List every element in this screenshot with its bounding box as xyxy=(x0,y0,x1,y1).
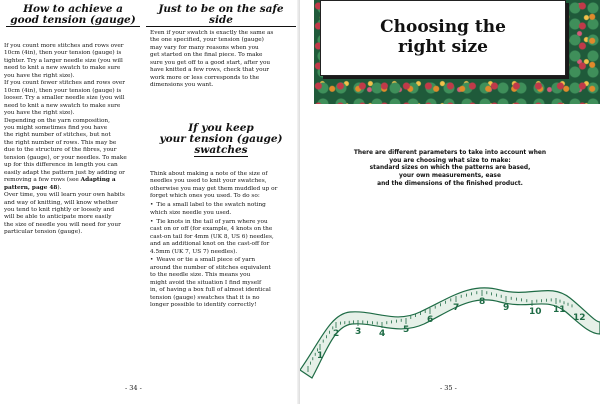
body-line: the one specified, your tension (gauge) xyxy=(150,37,264,44)
bullet-text: tension (gauge) swatches that it is no xyxy=(150,294,260,301)
body-line: Over time, you will learn your own habits xyxy=(4,192,125,199)
body-line: Depending on the yarn composition, xyxy=(4,117,110,124)
bullet-text: cast-on tail for 4mm (UK 8, US 6) needles, xyxy=(150,233,274,240)
body-line: pattern, page 48). xyxy=(4,184,62,191)
body-line xyxy=(150,241,296,248)
section-heading-tension: How to achieve a good tension (gauge) xyxy=(6,4,140,27)
bullet-text: longer possible to identify correctly! xyxy=(150,302,257,309)
bullet-text: might avoid the situation I find myself xyxy=(150,279,262,286)
bullet-text: Weave or tie a small piece of yarn xyxy=(156,257,256,264)
body-line: up for this difference in length you can xyxy=(4,162,118,169)
body-line: If you count more stitches and rows over xyxy=(4,43,124,49)
bullet-text: in, of having a box full of almost identical xyxy=(150,287,271,294)
body-line: need to knit a new swatch to make sure xyxy=(4,102,121,109)
chapter-title: Choosing the right size xyxy=(380,17,506,57)
body-line: the size of needle you will need for your xyxy=(4,221,121,228)
bullet-text: to the needle size. This means you xyxy=(150,272,251,279)
tape-number: 2 xyxy=(333,329,340,339)
body-line: the right number of stitches, but not xyxy=(4,132,111,139)
section-heading-keep-swatches: If you keep your tension (gauge) swatches xyxy=(159,122,283,156)
body-line xyxy=(150,249,296,256)
body-line: due to the structure of the fibres, your xyxy=(4,147,117,154)
body-line: work more or less corresponds to the xyxy=(150,74,260,81)
body-line: tighter. Try a larger needle size (you will xyxy=(4,57,123,64)
body-line: easily adapt the pattern just by adding or xyxy=(4,169,125,176)
section-heading-safe-side: Just to be on the safe side xyxy=(146,4,296,27)
bullet-text: cast on or off (for example, 4 knots on the xyxy=(150,226,273,233)
safe-side-body-text xyxy=(150,30,296,90)
body-line: Think about making a note of the size of xyxy=(150,171,268,177)
tape-number: 8 xyxy=(479,297,486,307)
page-number-left: - 34 - xyxy=(125,384,142,392)
body-line: needles you used to knit your swatches, xyxy=(150,178,267,185)
body-line: removing a few rows (see Adapting a xyxy=(4,177,116,184)
swatches-body-text xyxy=(150,171,296,310)
body-line: have knitted a few rows, check that your xyxy=(150,67,270,74)
body-line: you have the right size). xyxy=(4,72,75,79)
body-line xyxy=(150,234,296,241)
body-line xyxy=(150,226,296,233)
measuring-tape-illustration xyxy=(300,262,600,382)
body-line xyxy=(150,280,296,287)
body-line xyxy=(150,210,296,217)
body-line: 10cm (4in), then your tension (gauge) is xyxy=(4,87,122,94)
tape-number: 11 xyxy=(553,305,566,315)
body-line: looser. Try a smaller needle size (you will xyxy=(4,95,125,102)
body-line: will be able to anticipate more easily xyxy=(4,214,112,221)
bullet-icon: • xyxy=(150,257,154,264)
bullet-text: Tie a small label to the swatch noting xyxy=(156,202,266,209)
tension-body-text xyxy=(4,43,144,237)
bullet-text: which size needle you used. xyxy=(150,209,232,216)
page-number-right: - 35 - xyxy=(440,384,457,392)
body-line: tension (gauge), or your needles. To make xyxy=(4,154,127,161)
tape-number: 4 xyxy=(379,329,386,339)
bullet-text: around the number of stitches equivalent xyxy=(150,264,271,271)
tape-band xyxy=(300,288,600,378)
bullet-item xyxy=(150,202,296,209)
bullet-item xyxy=(150,257,296,264)
title-box xyxy=(320,0,566,76)
body-line: the right number of rows. This may be xyxy=(4,139,117,146)
body-line: 10cm (4in), then your tension (gauge) is xyxy=(4,50,122,57)
bullet-icon: • xyxy=(150,218,154,225)
body-line xyxy=(150,287,296,294)
tape-number: 7 xyxy=(453,303,460,313)
bullet-text: Tie knots in the tail of yarn where you xyxy=(156,218,268,225)
left-page xyxy=(0,0,298,404)
body-line: Even if your swatch is exactly the same as xyxy=(150,30,274,36)
tape-number: 12 xyxy=(573,313,586,323)
tape-number: 10 xyxy=(529,307,542,317)
body-line: you have the right size). xyxy=(4,110,75,117)
body-line: get started on the final piece. To make xyxy=(150,52,263,59)
body-line xyxy=(150,272,296,279)
chapter-intro-text: There are different parameters to take into account when you are choosing what size to make: standard sizes on which the patterns are based, your own measurements, ease and the dimensions of the finished product. xyxy=(353,150,547,187)
bullet-text: and an additional knot on the cast-off for xyxy=(150,241,270,248)
tape-number: 3 xyxy=(355,327,362,337)
body-line: otherwise you may get them muddled up or xyxy=(150,185,278,192)
body-line: you tend to knit rightly or loosely and xyxy=(4,206,115,213)
body-line: may vary for many reasons when you xyxy=(150,44,259,51)
tape-number: 9 xyxy=(503,303,510,313)
body-line: and way of knitting, will know whether xyxy=(4,199,118,206)
body-line: If you count fewer stitches and rows over xyxy=(4,80,126,87)
bullet-icon: • xyxy=(150,202,154,209)
body-line: you might sometimes find you have xyxy=(4,124,108,131)
body-line: dimensions you want. xyxy=(150,82,214,89)
tape-number: 1 xyxy=(317,351,324,361)
body-line xyxy=(150,302,296,309)
bullet-text: 4.5mm (UK 7, US 7) needles). xyxy=(150,248,238,255)
body-line: forget which ones you used. To do so: xyxy=(150,193,260,200)
body-line: particular tension (gauge). xyxy=(4,229,83,236)
tape-number: 6 xyxy=(427,315,434,325)
tape-number: 5 xyxy=(403,325,410,335)
body-line: sure you get off to a good start, after you xyxy=(150,59,271,66)
body-line: need to knit a new swatch to make sure xyxy=(4,65,121,72)
body-line xyxy=(150,265,296,272)
body-line xyxy=(150,295,296,302)
